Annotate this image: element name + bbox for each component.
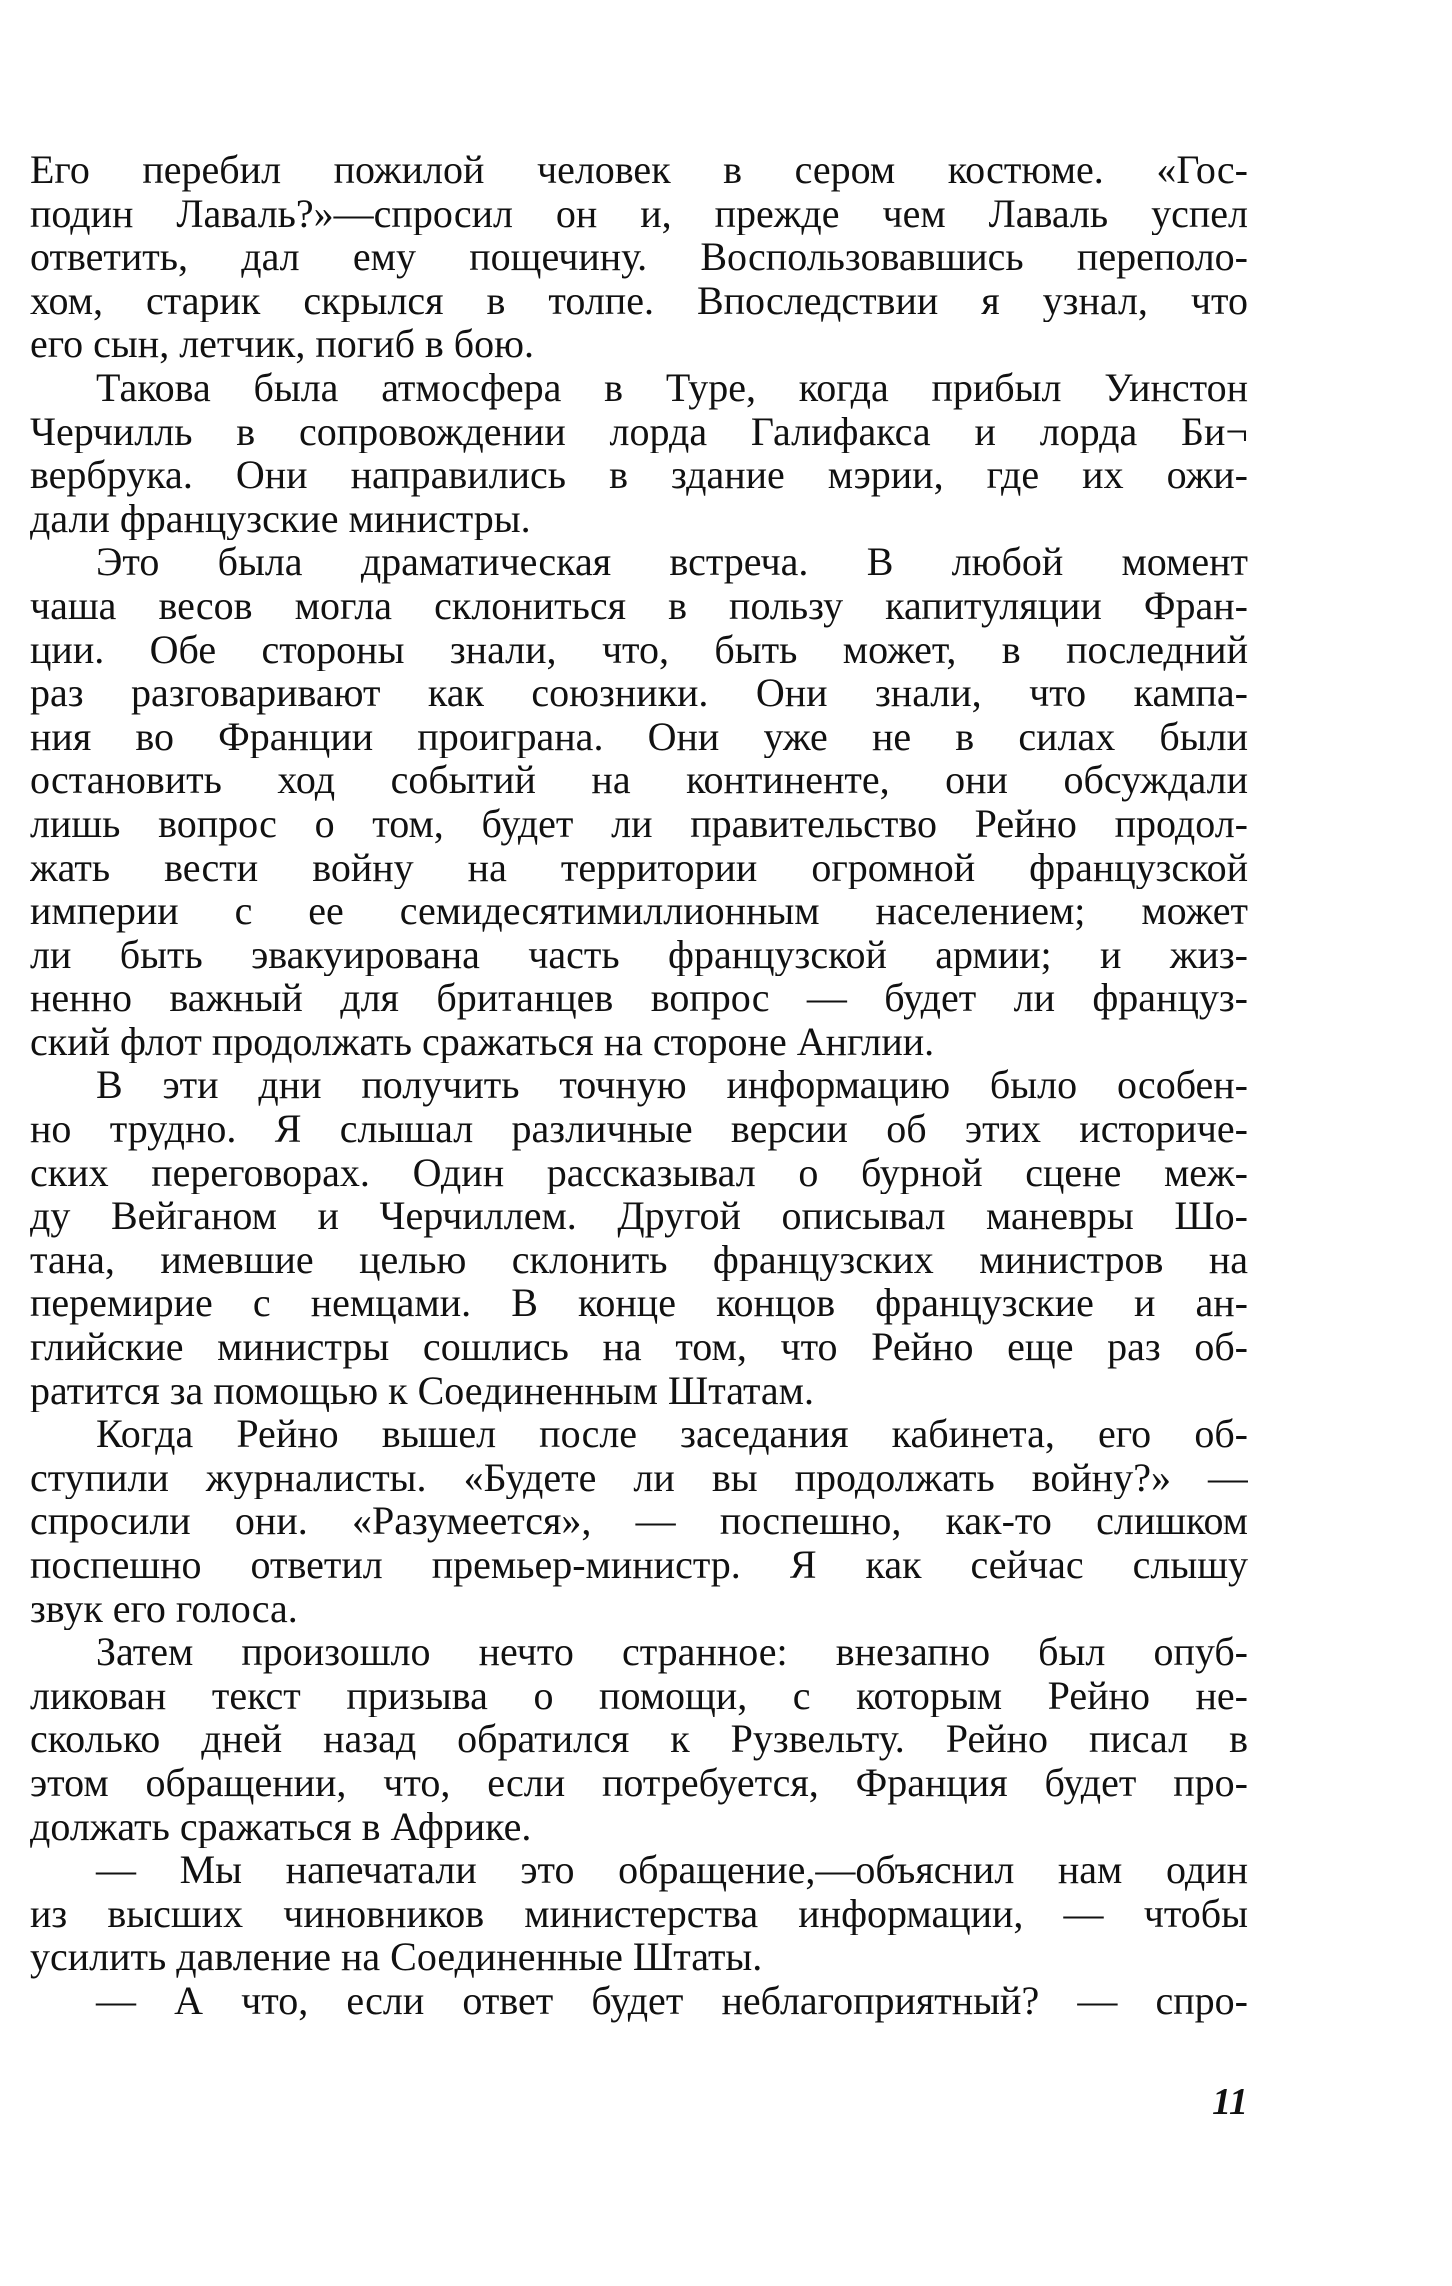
text-line: — Мы напечатали это обращение,—объяснил нам один [96,1848,1248,1892]
text-line: ду Вейганом и Черчиллем. Другой описывал маневры Шо- [30,1194,1248,1238]
page-text [30,148,1248,2023]
text-line: Когда Рейно вышел после заседания кабинета, его об- [96,1412,1248,1456]
text-line: ния во Франции проиграна. Они уже не в силах были [30,714,1248,759]
text-line: тана, имевшие целью склонить французских министров на [30,1237,1248,1282]
text-line: Черчилль в сопровождении лорда Галифакса и лорда Би¬ [30,409,1248,454]
text-line: остановить ход событий на континенте, они обсуждали [30,758,1248,802]
text-line: подин Лаваль?»—спросил он и, прежде чем Лаваль успел [30,191,1248,236]
text-line: звук его голоса. [30,1586,298,1631]
text-line: усилить давление на Соединенные Штаты. [30,1935,763,1979]
text-line: дали французские министры. [30,496,531,541]
text-line: его сын, летчик, погиб в бою. [30,322,535,366]
text-line: — А что, если ответ будет неблагоприятный? — спро- [96,1978,1248,2023]
text-line: ских переговорах. Один рассказывал о бурной сцене меж- [30,1150,1248,1195]
text-line: ликован текст призыва о помощи, с которым Рейно не- [30,1673,1248,1718]
text-line: ции. Обе стороны знали, что, быть может, в последний [30,627,1248,672]
text-line: ский флот продолжать сражаться на стороне Англии. [30,1019,935,1064]
text-line: Такова была атмосфера в Туре, когда прибыл Уинстон [96,365,1248,410]
text-line: ответить, дал ему пощечину. Воспользовавшись переполо- [30,235,1248,279]
text-line: ли быть эвакуирована часть французской армии; и жиз- [30,932,1248,977]
text-line: ступили журналисты. «Будете ли вы продолжать войну?» — [30,1455,1248,1500]
text-line: глийские министры сошлись на том, что Рейно еще раз об- [30,1325,1248,1369]
text-line: чаша весов могла склониться в пользу капитуляции Фран- [30,583,1248,628]
text-line: Затем произошло нечто странное: внезапно был опуб- [96,1630,1248,1674]
text-line: хом, старик скрылся в толпе. Впоследствии я узнал, что [30,278,1248,323]
text-line: спросили они. «Разумеется», — поспешно, как-то слишком [30,1499,1248,1543]
text-line: сколько дней назад обратился к Рузвельту. Рейно писал в [30,1717,1248,1761]
text-line: поспешно ответил премьер-министр. Я как сейчас слышу [30,1543,1248,1587]
text-line: жать вести войну на территории огромной французской [30,845,1248,890]
text-line: ратится за помощью к Соединенным Штатам. [30,1368,814,1413]
text-line: Его перебил пожилой человек в сером костюме. «Гос- [30,148,1248,192]
text-line: перемирие с немцами. В конце концов французские и ан- [30,1281,1248,1326]
text-line: Это была драматическая встреча. В любой момент [96,540,1248,584]
text-line: должать сражаться в Африке. [30,1804,532,1849]
text-line: ненно важный для британцев вопрос — будет ли француз- [30,976,1248,1020]
text-line: из высших чиновников министерства информации, — чтобы [30,1891,1248,1936]
text-line: империи с ее семидесятимиллионным населением; может [30,889,1248,933]
page-number: 11 [1212,2081,1248,2123]
text-line: В эти дни получить точную информацию было особен- [96,1063,1248,1108]
text-line: раз разговаривают как союзники. Они знали, что кампа- [30,671,1248,715]
text-line: лишь вопрос о том, будет ли правительство Рейно продол- [30,801,1248,846]
text-line: вербрука. Они направились в здание мэрии, где их ожи- [30,453,1248,497]
text-line: этом обращении, что, если потребуется, Франция будет про- [30,1760,1248,1805]
text-line: но трудно. Я слышал различные версии об этих историче- [30,1107,1248,1151]
